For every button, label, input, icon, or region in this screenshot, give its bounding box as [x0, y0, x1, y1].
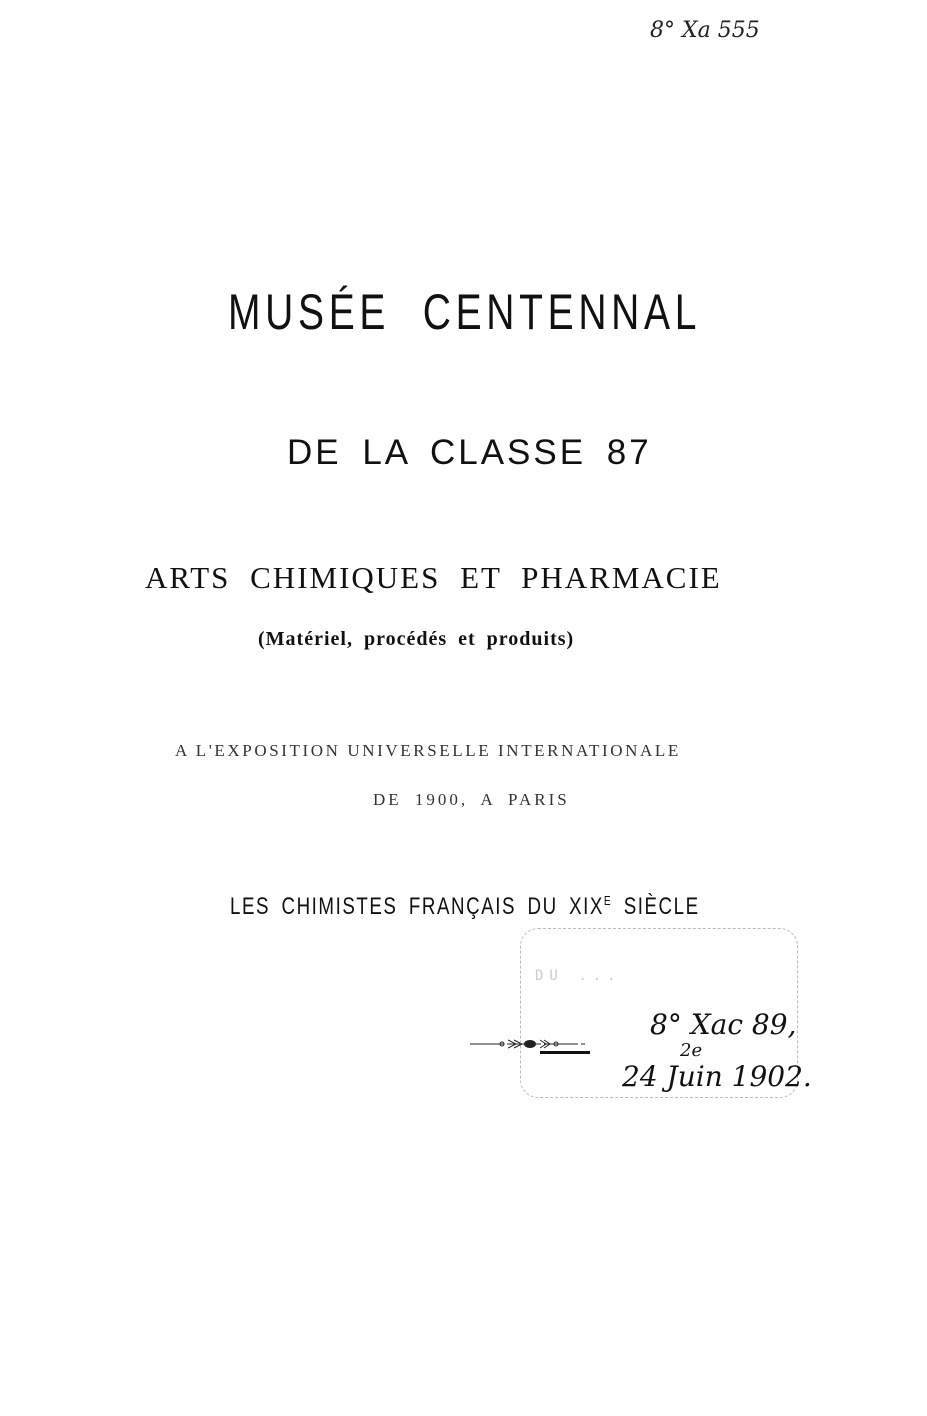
stamp-bar	[540, 1051, 590, 1054]
stamp-handwriting-2: 2e	[680, 1040, 703, 1061]
section-heading: ARTS CHIMIQUES ET PHARMACIE	[145, 560, 722, 595]
event-line-2: DE 1900, A PARIS	[373, 790, 570, 809]
topic-end: SIÈCLE	[612, 893, 700, 920]
topic-sup: E	[603, 893, 613, 908]
event-line-1: A L'EXPOSITION UNIVERSELLE INTERNATIONALE	[175, 741, 681, 760]
stamp-printed-text: DU ...	[535, 968, 622, 984]
handwritten-shelfmark: 8° Xa 555	[650, 18, 760, 43]
topic-main: LES CHIMISTES FRANÇAIS DU XIX	[230, 893, 604, 920]
topic-heading	[230, 893, 700, 921]
stamp-handwriting-1: 8° Xac 89,	[650, 1008, 797, 1041]
subtitle: DE LA CLASSE 87	[287, 433, 652, 472]
section-note: (Matériel, procédés et produits)	[258, 628, 575, 650]
stamp-handwriting-3: 24 Juin 1902.	[622, 1060, 812, 1093]
page-title: MUSÉE CENTENNAL	[228, 284, 702, 340]
